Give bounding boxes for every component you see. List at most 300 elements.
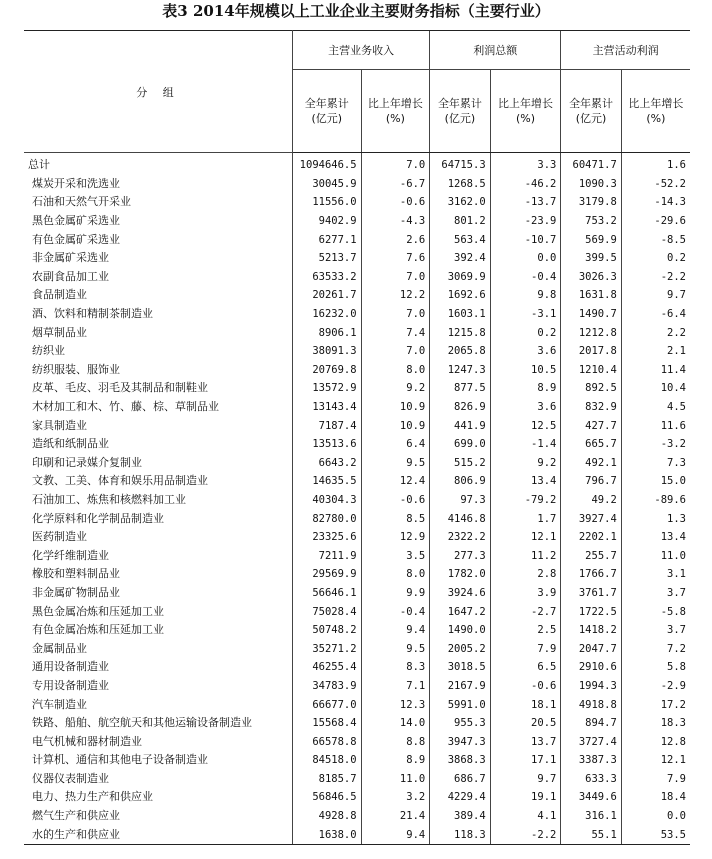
cumulative-label: 全年累计 <box>437 97 482 110</box>
total-profit-cumulative-cell: 955.3 <box>430 714 490 733</box>
growth-label: 比上年增长 <box>498 97 553 110</box>
total-profit-cumulative-header <box>430 70 490 153</box>
operating-profit-growth-cell: 4.5 <box>621 398 690 417</box>
revenue-cumulative-cell: 1094646.5 <box>292 153 361 175</box>
table-row <box>24 751 690 770</box>
industry-name-cell: 仪器仪表制造业 <box>32 771 109 785</box>
industry-name-cell: 食品制造业 <box>32 288 87 302</box>
industry-name-cell: 水的生产和供应业 <box>24 825 292 844</box>
operating-profit-cumulative-cell: 255.7 <box>561 546 621 565</box>
operating-profit-growth-cell: 18.3 <box>621 714 690 733</box>
revenue-cumulative-cell: 63533.2 <box>292 268 361 287</box>
operating-profit-cumulative-cell: 4918.8 <box>561 695 621 714</box>
total-profit-cumulative-cell: 2322.2 <box>430 528 490 547</box>
revenue-growth-cell: 9.2 <box>361 379 430 398</box>
growth-label: 比上年增长 <box>628 97 684 110</box>
operating-profit-cumulative-cell: 1722.5 <box>561 602 621 621</box>
total-profit-growth-cell: 7.9 <box>490 639 561 658</box>
operating-profit-growth-cell: -2.2 <box>621 268 690 287</box>
operating-profit-cumulative-cell: 569.9 <box>561 230 621 249</box>
total-profit-cumulative-cell: 1268.5 <box>430 175 490 194</box>
total-profit-cumulative-cell: 1782.0 <box>430 565 490 584</box>
operating-profit-growth-cell: 3.7 <box>621 584 690 603</box>
industry-name-cell: 燃气生产和供应业 <box>32 809 120 823</box>
operating-profit-cumulative-header <box>561 70 621 153</box>
operating-profit-growth-cell: 12.1 <box>621 751 690 770</box>
revenue-cumulative-cell: 66677.0 <box>292 695 361 714</box>
unit-label: (亿元) <box>444 112 476 125</box>
revenue-cumulative-header <box>292 70 361 153</box>
revenue-growth-cell: 12.3 <box>361 695 430 714</box>
revenue-growth-cell: 7.0 <box>361 342 430 361</box>
industry-name-cell: 酒、饮料和精制茶制造业 <box>32 307 153 321</box>
revenue-growth-cell: 3.5 <box>361 546 430 565</box>
table-row <box>24 807 690 826</box>
table-row <box>24 323 690 342</box>
total-profit-cumulative-cell: 699.0 <box>430 435 490 454</box>
total-profit-cumulative-cell: 441.9 <box>430 416 490 435</box>
table-row <box>24 435 690 454</box>
industry-name-cell: 非金属矿采选业 <box>32 251 109 265</box>
operating-profit-cumulative-cell: 1418.2 <box>561 621 621 640</box>
industry-name-cell: 医药制造业 <box>32 530 87 544</box>
operating-profit-cumulative-cell: 492.1 <box>561 454 621 473</box>
total-profit-growth-cell: -2.2 <box>490 825 561 844</box>
revenue-cumulative-cell: 7187.4 <box>292 416 361 435</box>
revenue-cumulative-cell: 50748.2 <box>292 621 361 640</box>
total-profit-cumulative-cell: 3947.3 <box>430 732 490 751</box>
revenue-cumulative-cell: 6277.1 <box>292 230 361 249</box>
total-profit-growth-cell: 8.9 <box>490 379 561 398</box>
table-row <box>24 249 690 268</box>
operating-profit-growth-cell: 11.4 <box>621 361 690 380</box>
operating-profit-growth-cell: 9.7 <box>621 286 690 305</box>
total-profit-cumulative-cell: 3924.6 <box>430 584 490 603</box>
operating-profit-growth-cell: 2.1 <box>621 342 690 361</box>
total-profit-cumulative-cell: 2167.9 <box>430 677 490 696</box>
revenue-growth-cell: 7.0 <box>361 268 430 287</box>
revenue-cumulative-cell: 7211.9 <box>292 546 361 565</box>
industry-name-cell: 文教、工美、体育和娱乐用品制造业 <box>32 474 208 488</box>
revenue-growth-cell: 10.9 <box>361 398 430 417</box>
operating-profit-growth-cell: 2.2 <box>621 323 690 342</box>
revenue-growth-cell: 7.0 <box>361 153 430 175</box>
operating-profit-growth-cell: 7.3 <box>621 454 690 473</box>
total-profit-growth-cell: 9.2 <box>490 454 561 473</box>
operating-profit-cumulative-cell: 1631.8 <box>561 286 621 305</box>
unit-label: (亿元) <box>311 112 343 125</box>
industry-name-cell: 金属制品业 <box>32 641 87 655</box>
total-profit-growth-cell: 10.5 <box>490 361 561 380</box>
table-row <box>24 491 690 510</box>
percent-label: (%) <box>515 112 536 125</box>
operating-profit-cumulative-cell: 1212.8 <box>561 323 621 342</box>
operating-profit-growth-cell: 0.2 <box>621 249 690 268</box>
operating-profit-cumulative-cell: 55.1 <box>561 825 621 844</box>
table-row <box>24 416 690 435</box>
operating-profit-cumulative-cell: 3761.7 <box>561 584 621 603</box>
table-row <box>24 584 690 603</box>
revenue-cumulative-cell: 34783.9 <box>292 677 361 696</box>
operating-profit-cumulative-cell: 796.7 <box>561 472 621 491</box>
operating-profit-growth-cell: 10.4 <box>621 379 690 398</box>
total-profit-cumulative-cell: 5991.0 <box>430 695 490 714</box>
revenue-cumulative-cell: 84518.0 <box>292 751 361 770</box>
total-profit-cumulative-cell: 1490.0 <box>430 621 490 640</box>
table-row <box>24 398 690 417</box>
table-title: 表3 2014年规模以上工业企业主要财务指标（主要行业） <box>162 2 550 20</box>
operating-profit-cumulative-cell: 2202.1 <box>561 528 621 547</box>
operating-profit-cumulative-cell: 49.2 <box>561 491 621 510</box>
operating-profit-cumulative-cell: 3449.6 <box>561 788 621 807</box>
total-profit-cumulative-cell: 686.7 <box>430 770 490 789</box>
total-profit-cumulative-cell: 826.9 <box>430 398 490 417</box>
operating-profit-cumulative-cell: 894.7 <box>561 714 621 733</box>
revenue-cumulative-cell: 23325.6 <box>292 528 361 547</box>
operating-profit-growth-cell: 3.7 <box>621 621 690 640</box>
total-profit-growth-cell: -23.9 <box>490 212 561 231</box>
operating-profit-group-header: 主营活动利润 <box>561 31 690 70</box>
total-profit-growth-cell: 9.7 <box>490 770 561 789</box>
revenue-cumulative-cell: 13513.6 <box>292 435 361 454</box>
total-profit-cumulative-cell: 389.4 <box>430 807 490 826</box>
table-row <box>24 230 690 249</box>
operating-profit-cumulative-cell: 753.2 <box>561 212 621 231</box>
revenue-cumulative-cell: 56846.5 <box>292 788 361 807</box>
revenue-growth-cell: 7.1 <box>361 677 430 696</box>
total-profit-growth-cell: 19.1 <box>490 788 561 807</box>
operating-profit-growth-cell: 0.0 <box>621 807 690 826</box>
total-profit-cumulative-cell: 1247.3 <box>430 361 490 380</box>
operating-profit-cumulative-cell: 1994.3 <box>561 677 621 696</box>
table-row <box>24 212 690 231</box>
cumulative-label: 全年累计 <box>569 97 614 110</box>
total-profit-cumulative-cell: 2005.2 <box>430 639 490 658</box>
table-row <box>24 825 690 844</box>
industry-name-cell: 石油加工、炼焦和核燃料加工业 <box>32 492 186 506</box>
revenue-cumulative-cell: 6643.2 <box>292 454 361 473</box>
operating-profit-cumulative-cell: 3179.8 <box>561 193 621 212</box>
total-profit-cumulative-cell: 4146.8 <box>430 509 490 528</box>
total-profit-growth-cell: -3.1 <box>490 305 561 324</box>
revenue-cumulative-cell: 1638.0 <box>292 825 361 844</box>
total-profit-growth-cell: 9.8 <box>490 286 561 305</box>
table-row <box>24 658 690 677</box>
revenue-cumulative-cell: 16232.0 <box>292 305 361 324</box>
operating-profit-cumulative-cell: 3026.3 <box>561 268 621 287</box>
revenue-cumulative-cell: 35271.2 <box>292 639 361 658</box>
table-row <box>24 361 690 380</box>
total-profit-growth-cell: 11.2 <box>490 546 561 565</box>
industry-name-cell: 木材加工和木、竹、藤、棕、草制品业 <box>32 400 219 414</box>
table-body <box>24 153 690 845</box>
operating-profit-cumulative-cell: 427.7 <box>561 416 621 435</box>
revenue-cumulative-cell: 20769.8 <box>292 361 361 380</box>
revenue-growth-cell: 8.0 <box>361 361 430 380</box>
operating-profit-growth-cell: -8.5 <box>621 230 690 249</box>
revenue-growth-cell: 2.6 <box>361 230 430 249</box>
industry-name-cell: 黑色金属冶炼和压延加工业 <box>32 604 164 618</box>
table-row <box>24 621 690 640</box>
operating-profit-growth-cell: 7.2 <box>621 639 690 658</box>
operating-profit-cumulative-cell: 1090.3 <box>561 175 621 194</box>
unit-label: (亿元) <box>575 112 607 125</box>
total-profit-growth-cell: 3.9 <box>490 584 561 603</box>
revenue-growth-cell: 9.5 <box>361 639 430 658</box>
operating-profit-cumulative-cell: 316.1 <box>561 807 621 826</box>
operating-profit-growth-cell: -52.2 <box>621 175 690 194</box>
table-row-total <box>24 153 690 175</box>
revenue-cumulative-cell: 5213.7 <box>292 249 361 268</box>
table-row <box>24 788 690 807</box>
operating-profit-cumulative-cell: 892.5 <box>561 379 621 398</box>
operating-profit-growth-cell: -2.9 <box>621 677 690 696</box>
table-row <box>24 565 690 584</box>
operating-profit-cumulative-cell: 1490.7 <box>561 305 621 324</box>
industry-name-cell: 石油和天然气开采业 <box>32 195 131 209</box>
revenue-cumulative-cell: 8185.7 <box>292 770 361 789</box>
percent-label: (%) <box>385 112 405 125</box>
industry-name-cell: 有色金属冶炼和压延加工业 <box>32 623 164 637</box>
total-profit-cumulative-cell: 118.3 <box>430 825 490 844</box>
operating-profit-cumulative-cell: 3387.3 <box>561 751 621 770</box>
revenue-growth-cell: -0.4 <box>361 602 430 621</box>
total-profit-growth-cell: 0.2 <box>490 323 561 342</box>
total-profit-growth-cell: 12.5 <box>490 416 561 435</box>
operating-profit-cumulative-cell: 3927.4 <box>561 509 621 528</box>
total-profit-growth-cell: -10.7 <box>490 230 561 249</box>
table-row <box>24 732 690 751</box>
revenue-growth-cell: 8.9 <box>361 751 430 770</box>
operating-profit-cumulative-cell: 60471.7 <box>561 153 621 175</box>
operating-profit-cumulative-cell: 1766.7 <box>561 565 621 584</box>
table-row <box>24 714 690 733</box>
revenue-growth-cell: 8.3 <box>361 658 430 677</box>
table-row <box>24 286 690 305</box>
industry-name-cell: 印刷和记录媒介复制业 <box>32 455 142 469</box>
revenue-growth-cell: 14.0 <box>361 714 430 733</box>
industry-name-cell: 汽车制造业 <box>32 697 87 711</box>
total-profit-cumulative-cell: 392.4 <box>430 249 490 268</box>
operating-profit-growth-cell: 12.8 <box>621 732 690 751</box>
total-profit-cumulative-cell: 1692.6 <box>430 286 490 305</box>
total-profit-cumulative-cell: 3162.0 <box>430 193 490 212</box>
total-profit-group-header: 利润总额 <box>430 31 561 70</box>
operating-profit-cumulative-cell: 1210.4 <box>561 361 621 380</box>
table-row <box>24 677 690 696</box>
operating-profit-growth-cell: -14.3 <box>621 193 690 212</box>
operating-profit-growth-cell: 17.2 <box>621 695 690 714</box>
revenue-growth-cell: 7.6 <box>361 249 430 268</box>
revenue-cumulative-cell: 46255.4 <box>292 658 361 677</box>
total-profit-growth-cell: -13.7 <box>490 193 561 212</box>
industry-name-cell: 农副食品加工业 <box>32 269 109 283</box>
operating-profit-growth-cell: 18.4 <box>621 788 690 807</box>
industry-name-cell: 造纸和纸制品业 <box>32 437 109 451</box>
operating-profit-cumulative-cell: 2017.8 <box>561 342 621 361</box>
industry-name-cell: 烟草制品业 <box>32 325 87 339</box>
revenue-growth-cell: 7.0 <box>361 305 430 324</box>
revenue-cumulative-cell: 15568.4 <box>292 714 361 733</box>
industry-name-cell: 化学纤维制造业 <box>32 548 109 562</box>
industry-name-cell: 专用设备制造业 <box>32 678 109 692</box>
table-row <box>24 695 690 714</box>
table-row <box>24 472 690 491</box>
total-profit-growth-cell: 20.5 <box>490 714 561 733</box>
revenue-cumulative-cell: 30045.9 <box>292 175 361 194</box>
operating-profit-growth-cell: 1.3 <box>621 509 690 528</box>
operating-profit-cumulative-cell: 399.5 <box>561 249 621 268</box>
revenue-growth-cell: 8.0 <box>361 565 430 584</box>
table-row <box>24 193 690 212</box>
group-column-header: 分 组 <box>24 31 292 153</box>
revenue-cumulative-cell: 13143.4 <box>292 398 361 417</box>
total-profit-cumulative-cell: 801.2 <box>430 212 490 231</box>
revenue-cumulative-cell: 9402.9 <box>292 212 361 231</box>
operating-profit-cumulative-cell: 3727.4 <box>561 732 621 751</box>
total-profit-cumulative-cell: 3018.5 <box>430 658 490 677</box>
industry-name-cell: 铁路、船舶、航空航天和其他运输设备制造业 <box>32 716 252 730</box>
revenue-cumulative-cell: 29569.9 <box>292 565 361 584</box>
operating-profit-growth-cell: 11.0 <box>621 546 690 565</box>
industry-name-cell: 计算机、通信和其他电子设备制造业 <box>32 753 208 767</box>
total-profit-growth-cell: 18.1 <box>490 695 561 714</box>
revenue-cumulative-cell: 75028.4 <box>292 602 361 621</box>
revenue-growth-cell: -0.6 <box>361 193 430 212</box>
revenue-growth-cell: 7.4 <box>361 323 430 342</box>
total-profit-growth-cell: -79.2 <box>490 491 561 510</box>
revenue-growth-cell: 9.4 <box>361 825 430 844</box>
revenue-cumulative-cell: 13572.9 <box>292 379 361 398</box>
total-profit-growth-cell: 12.1 <box>490 528 561 547</box>
total-profit-growth-cell: 4.1 <box>490 807 561 826</box>
total-profit-growth-header <box>490 70 561 153</box>
revenue-cumulative-cell: 4928.8 <box>292 807 361 826</box>
industry-name-cell: 纺织业 <box>32 344 65 358</box>
financial-indicators-table <box>24 30 690 845</box>
revenue-growth-cell: 12.9 <box>361 528 430 547</box>
total-profit-cumulative-cell: 3069.9 <box>430 268 490 287</box>
total-profit-growth-cell: -0.6 <box>490 677 561 696</box>
industry-name-cell: 纺织服装、服饰业 <box>32 362 120 376</box>
revenue-growth-cell: 21.4 <box>361 807 430 826</box>
revenue-cumulative-cell: 40304.3 <box>292 491 361 510</box>
revenue-growth-cell: -0.6 <box>361 491 430 510</box>
table-row <box>24 509 690 528</box>
table-row <box>24 770 690 789</box>
total-profit-cumulative-cell: 515.2 <box>430 454 490 473</box>
operating-profit-growth-cell: 15.0 <box>621 472 690 491</box>
revenue-growth-header <box>361 70 430 153</box>
table-row <box>24 175 690 194</box>
total-profit-cumulative-cell: 2065.8 <box>430 342 490 361</box>
industry-name-cell: 电力、热力生产和供应业 <box>32 790 153 804</box>
total-profit-growth-cell: 3.3 <box>490 153 561 175</box>
total-profit-growth-cell: 3.6 <box>490 398 561 417</box>
total-profit-cumulative-cell: 1603.1 <box>430 305 490 324</box>
revenue-cumulative-cell: 66578.8 <box>292 732 361 751</box>
total-profit-growth-cell: 13.7 <box>490 732 561 751</box>
percent-label: (%) <box>646 112 666 125</box>
table-row <box>24 528 690 547</box>
industry-name-cell: 橡胶和塑料制品业 <box>32 567 120 581</box>
operating-profit-growth-cell: -89.6 <box>621 491 690 510</box>
table-header <box>24 31 690 153</box>
total-profit-growth-cell: 17.1 <box>490 751 561 770</box>
operating-profit-growth-cell: -6.4 <box>621 305 690 324</box>
operating-profit-growth-cell: -5.8 <box>621 602 690 621</box>
total-profit-cumulative-cell: 877.5 <box>430 379 490 398</box>
operating-profit-growth-cell: 53.5 <box>621 825 690 844</box>
total-profit-cumulative-cell: 1647.2 <box>430 602 490 621</box>
total-profit-cumulative-cell: 1215.8 <box>430 323 490 342</box>
operating-profit-cumulative-cell: 665.7 <box>561 435 621 454</box>
industry-name-cell: 皮革、毛皮、羽毛及其制品和制鞋业 <box>32 381 208 395</box>
operating-profit-cumulative-cell: 2910.6 <box>561 658 621 677</box>
revenue-cumulative-cell: 82780.0 <box>292 509 361 528</box>
operating-profit-growth-cell: 11.6 <box>621 416 690 435</box>
revenue-cumulative-cell: 20261.7 <box>292 286 361 305</box>
industry-name-cell: 非金属矿物制品业 <box>32 585 120 599</box>
industry-name-cell: 电气机械和器材制造业 <box>32 734 142 748</box>
table-row <box>24 379 690 398</box>
total-profit-growth-cell: -0.4 <box>490 268 561 287</box>
operating-profit-cumulative-cell: 2047.7 <box>561 639 621 658</box>
industry-name-cell: 化学原料和化学制品制造业 <box>32 511 164 525</box>
revenue-cumulative-cell: 56646.1 <box>292 584 361 603</box>
revenue-growth-cell: 8.8 <box>361 732 430 751</box>
revenue-cumulative-cell: 8906.1 <box>292 323 361 342</box>
revenue-growth-cell: 9.4 <box>361 621 430 640</box>
revenue-growth-cell: 12.2 <box>361 286 430 305</box>
operating-profit-growth-cell: 7.9 <box>621 770 690 789</box>
total-profit-growth-cell: -2.7 <box>490 602 561 621</box>
total-profit-cumulative-cell: 3868.3 <box>430 751 490 770</box>
operating-profit-growth-cell: 5.8 <box>621 658 690 677</box>
total-profit-growth-cell: 2.8 <box>490 565 561 584</box>
total-profit-growth-cell: 3.6 <box>490 342 561 361</box>
revenue-group-header: 主营业务收入 <box>292 31 429 70</box>
total-profit-growth-cell: 6.5 <box>490 658 561 677</box>
table-row <box>24 305 690 324</box>
revenue-growth-cell: 9.5 <box>361 454 430 473</box>
revenue-cumulative-cell: 38091.3 <box>292 342 361 361</box>
table-row <box>24 454 690 473</box>
table-row <box>24 546 690 565</box>
industry-name-cell: 黑色金属矿采选业 <box>32 214 120 228</box>
total-profit-cumulative-cell: 4229.4 <box>430 788 490 807</box>
operating-profit-growth-cell: 3.1 <box>621 565 690 584</box>
industry-name-cell: 煤炭开采和洗选业 <box>32 176 120 190</box>
table-row <box>24 639 690 658</box>
industry-name-cell: 有色金属矿采选业 <box>32 232 120 246</box>
total-profit-cumulative-cell: 277.3 <box>430 546 490 565</box>
revenue-growth-cell: 12.4 <box>361 472 430 491</box>
revenue-growth-cell: 11.0 <box>361 770 430 789</box>
total-profit-cumulative-cell: 563.4 <box>430 230 490 249</box>
operating-profit-growth-cell: -3.2 <box>621 435 690 454</box>
industry-name-cell: 家具制造业 <box>32 418 87 432</box>
operating-profit-cumulative-cell: 832.9 <box>561 398 621 417</box>
total-profit-growth-cell: 1.7 <box>490 509 561 528</box>
table-row <box>24 602 690 621</box>
operating-profit-growth-cell: 13.4 <box>621 528 690 547</box>
total-profit-cumulative-cell: 97.3 <box>430 491 490 510</box>
operating-profit-cumulative-cell: 633.3 <box>561 770 621 789</box>
total-profit-cumulative-cell: 806.9 <box>430 472 490 491</box>
table-row <box>24 342 690 361</box>
operating-profit-growth-header <box>621 70 690 153</box>
